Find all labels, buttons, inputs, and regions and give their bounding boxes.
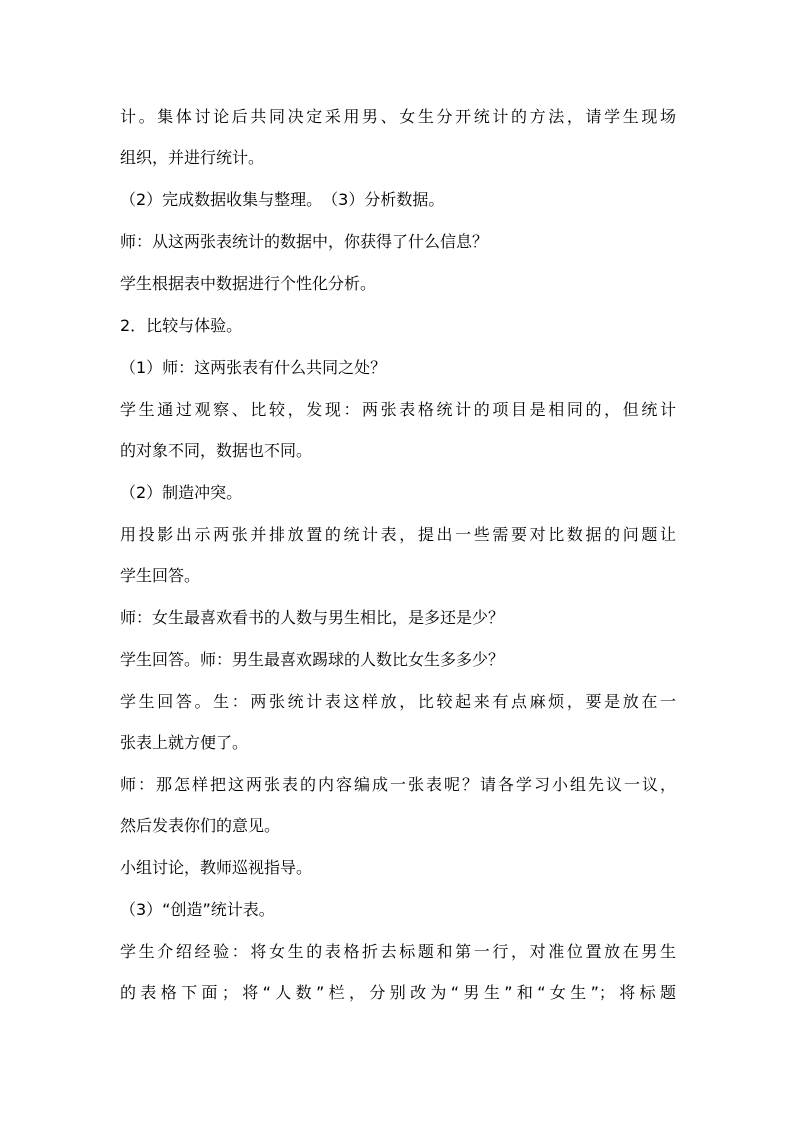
- paragraph-line-8: 学生通过观察、比较，发现：两张表格统计的项目是相同的，但统计: [120, 400, 676, 419]
- paragraph-line-20: （3）“创造”统计表。: [120, 900, 275, 919]
- paragraph-line-3: （2）完成数据收集与整理。 （3）分析数据。: [120, 190, 445, 209]
- paragraph-line-14: 学生回答。师：男生最喜欢踢球的人数比女生多多少？: [120, 650, 505, 669]
- paragraph-line-5: 学生根据表中数据进行个性化分析。: [120, 274, 377, 293]
- paragraph-line-9: 的对象不同，数据也不同。: [120, 441, 313, 460]
- paragraph-line-12: 学生回答。: [120, 566, 201, 585]
- paragraph-line-17: 师：那怎样把这两张表的内容编成一张表呢？请各学习小组先议一议，: [120, 775, 676, 794]
- section-heading-compare: 2．比较与体验。: [120, 316, 243, 335]
- paragraph-line-11: 用投影出示两张并排放置的统计表，提出一些需要对比数据的问题让: [120, 525, 676, 544]
- paragraph-line-15: 学生回答。生：两张统计表这样放，比较起来有点麻烦，要是放在一: [120, 692, 676, 711]
- paragraph-line-13: 师：女生最喜欢看书的人数与男生相比，是多还是少？: [120, 608, 505, 627]
- paragraph-line-4: 师：从这两张表统计的数据中，你获得了什么信息？: [120, 232, 489, 251]
- paragraph-line-16: 张表上就方便了。: [120, 733, 249, 752]
- paragraph-line-21: 学生介绍经验：将女生的表格折去标题和第一行，对准位置放在男生: [120, 942, 676, 961]
- paragraph-line-19: 小组讨论，教师巡视指导。: [120, 858, 313, 877]
- paragraph-line-1: 计。集体讨论后共同决定采用男、女生分开统计的方法，请学生现场: [120, 107, 676, 126]
- paragraph-line-22: 的表格下面；将“人数”栏，分别改为“男生”和“女生”；将标题: [120, 983, 676, 1002]
- paragraph-line-2: 组织，并进行统计。: [120, 148, 265, 167]
- paragraph-line-10: （2）制造冲突。: [120, 483, 243, 502]
- paragraph-line-18: 然后发表你们的意见。: [120, 816, 281, 835]
- paragraph-line-7: （1）师：这两张表有什么共同之处？: [120, 358, 387, 377]
